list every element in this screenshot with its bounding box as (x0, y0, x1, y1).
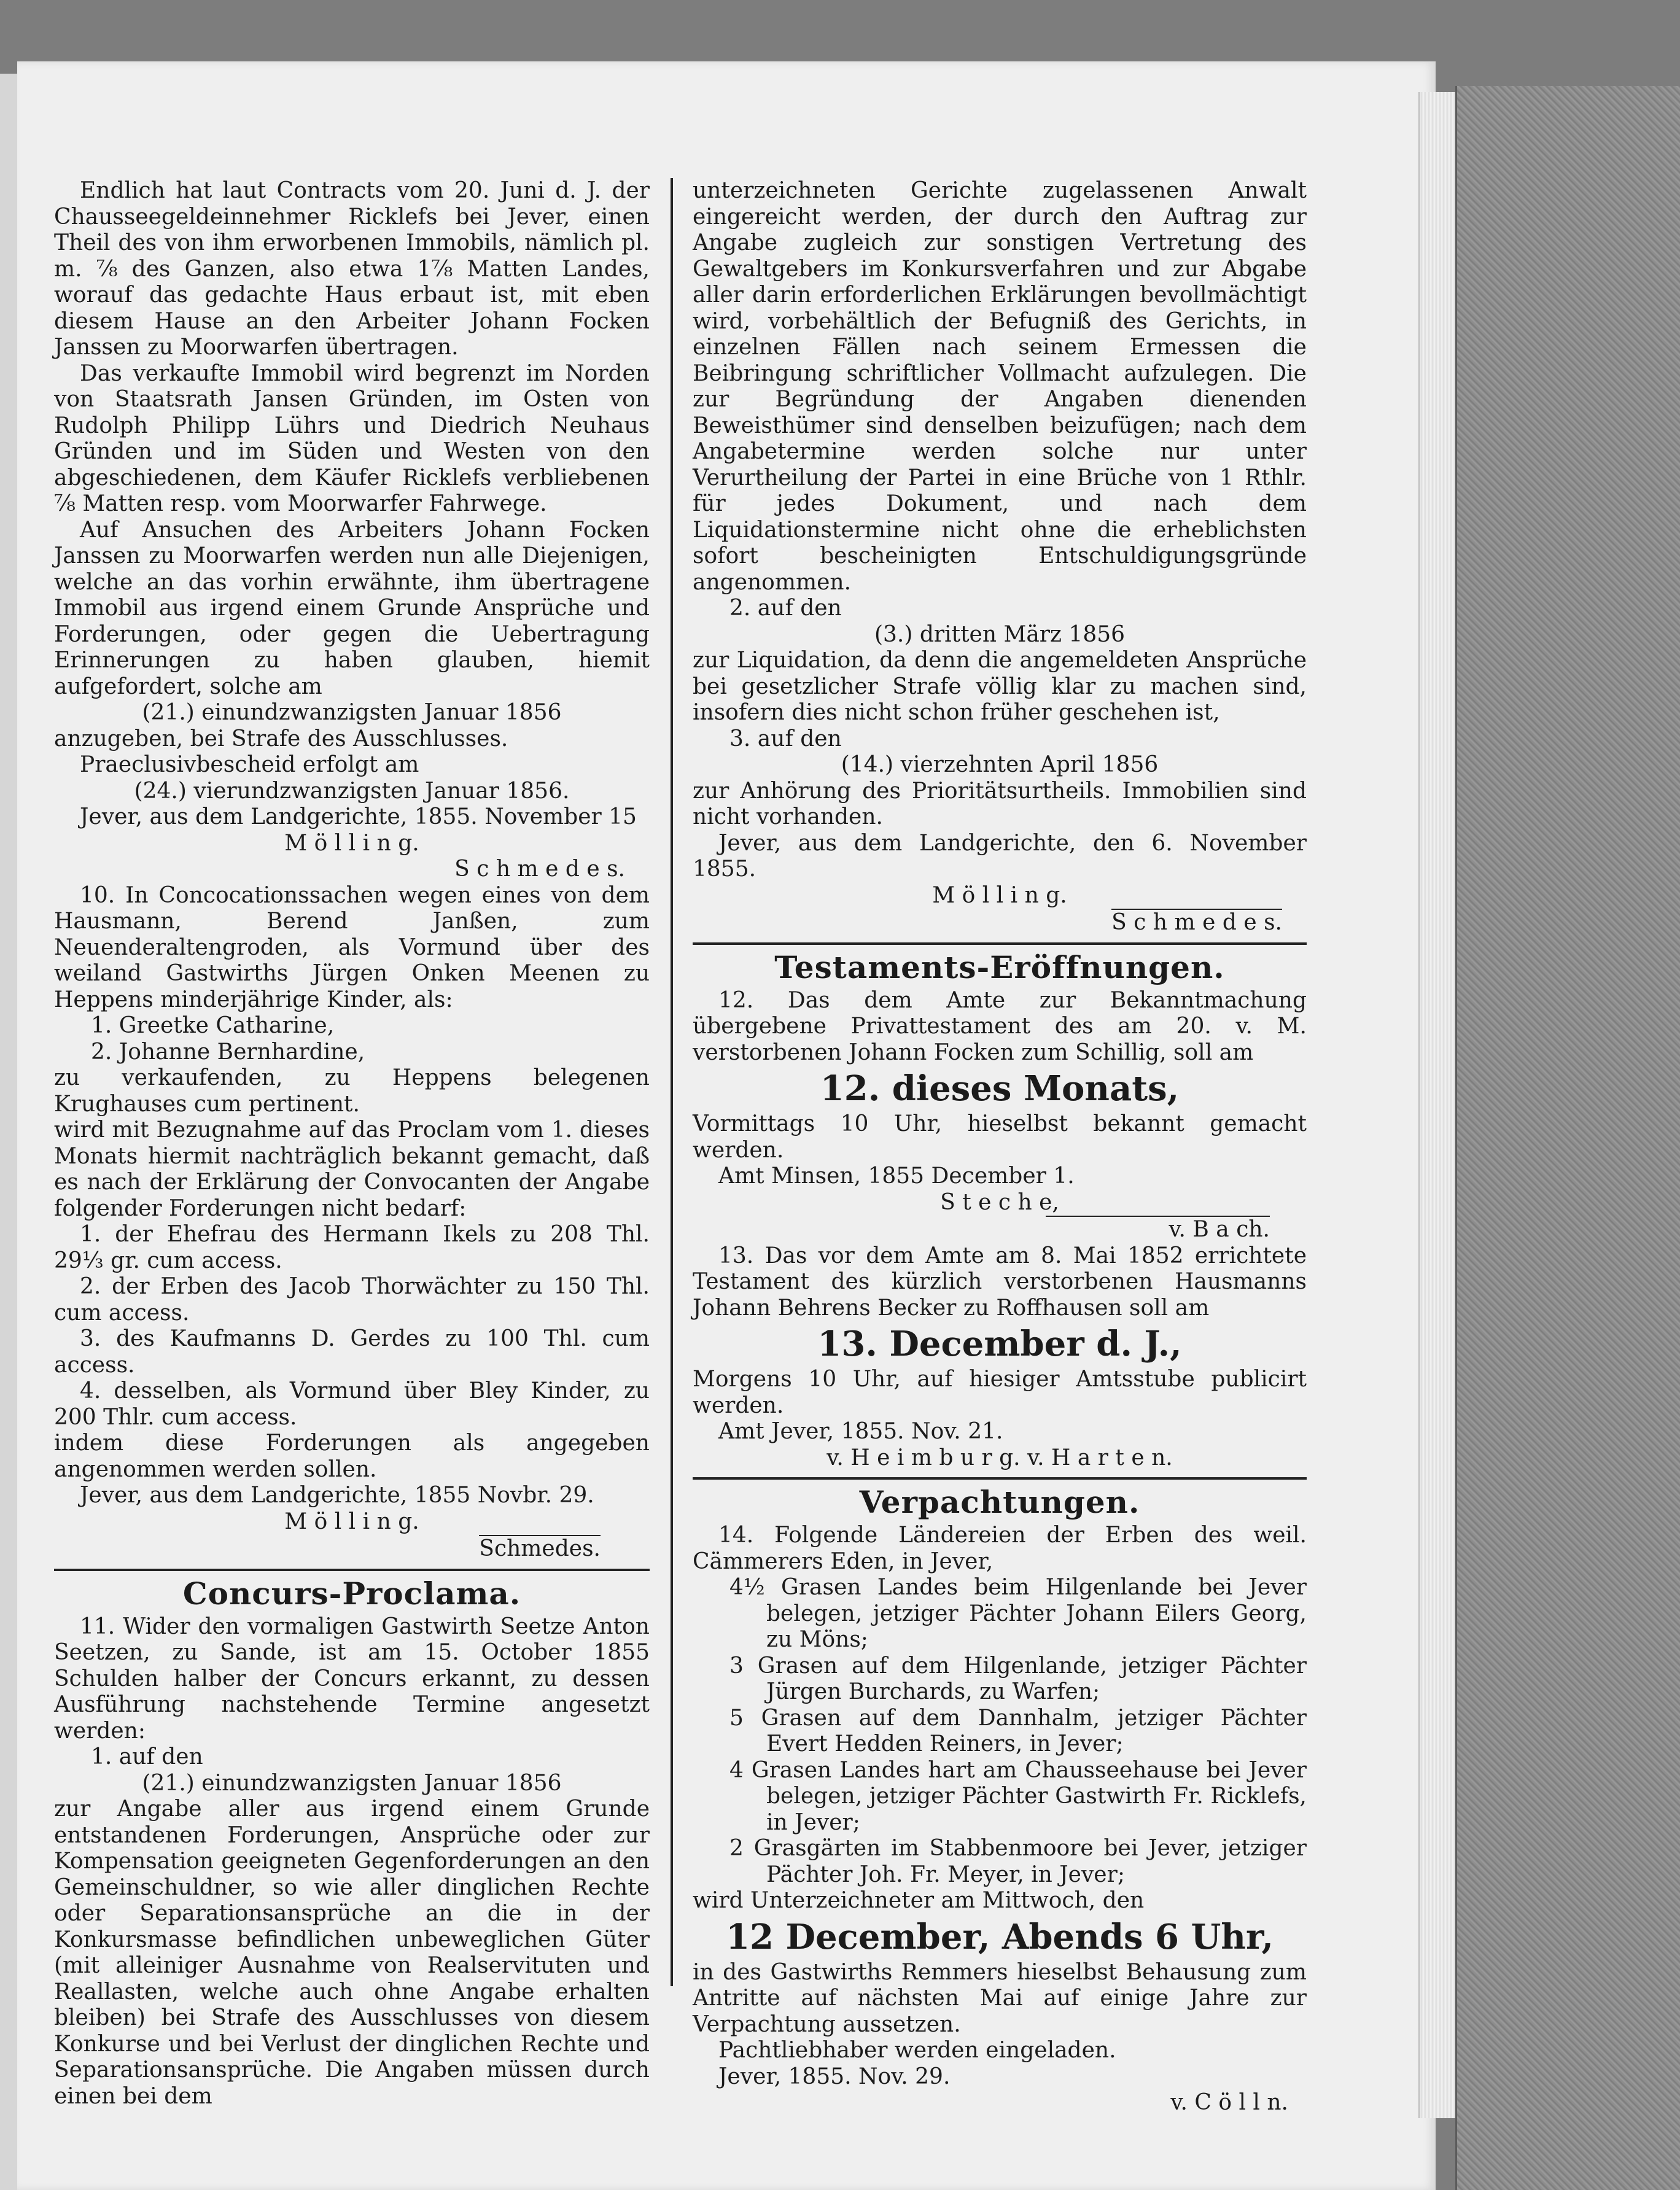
term-line: 2. auf den (729, 596, 842, 621)
date-line: (14.) vierzehnten April 1856 (841, 752, 1159, 777)
paragraph: Praeclusivbescheid erfolgt am (80, 752, 419, 777)
place-date-line: Jever, aus dem Landgerichte, den 6. November 1855. (693, 830, 1307, 882)
signature: M ö l l i n g. (284, 830, 419, 856)
paragraph: anzugeben, bei Strafe des Ausschlusses. (54, 726, 508, 751)
signature: Schmedes. (479, 1536, 601, 1561)
paragraph: Pachtliebhaber werden eingeladen. (718, 2038, 1116, 2063)
section-rule (693, 1477, 1307, 1480)
list-item: 4. desselben, als Vormund über Bley Kinder, zu 200 Thlr. cum access. (54, 1378, 650, 1430)
paragraph: 12. Das dem Amte zur Bekanntmachung übergebene Privattestament des am 20. v. M. verstorbenen Johann Focken zum Schillig, soll am (693, 987, 1307, 1065)
paragraph: Das verkaufte Immobil wird begrenzt im Norden von Staatsrath Jansen Gründen, im Osten von Rudolph Philipp Lührs und Diedrich Neuhaus Gründen und im Süden und Westen von den abgeschiedenen, dem Käufer Ricklefs verbliebenen ⅞ Matten resp. vom Moorwarfer Fahrwege. (54, 360, 650, 516)
list-item: 4 Grasen Landes hart am Chausseehause bei Jever belegen, jetziger Pächter Gastwirth Fr. Ricklefs, in Jever; (729, 1757, 1307, 1835)
paragraph: 10. In Concocationssachen wegen eines von dem Hausmann, Berend Janßen, zum Neuenderaltengroden, als Vormund über des weiland Gastwirths Jürgen Onken Meenen zu Heppens minderjährige Kinder, als: (54, 882, 650, 1012)
list-item: 1. Greetke Catharine, (91, 1013, 335, 1038)
list-item: 3 Grasen auf dem Hilgenlande, jetziger Pächter Jürgen Burchards, zu Warfen; (729, 1653, 1307, 1704)
column-divider (671, 178, 673, 1986)
list-item: 5 Grasen auf dem Dannhalm, jetziger Pächter Evert Hedden Reiners, in Jever; (729, 1705, 1307, 1757)
list-item: 2 Grasgärten im Stabbenmoore bei Jever, jetziger Pächter Joh. Fr. Meyer, in Jever; (729, 1836, 1307, 1887)
place-date-line: Jever, aus dem Landgerichte, 1855. November 15 (80, 804, 637, 829)
place-date-line: Jever, 1855. Nov. 29. (718, 2064, 951, 2089)
highlighted-date: 12. dieses Monats, (820, 1068, 1180, 1109)
list-item: 2. Johanne Bernhardine, (91, 1039, 365, 1065)
section-rule (693, 942, 1307, 945)
signature: S c h m e d e s. (1111, 910, 1282, 935)
page-edges (1418, 92, 1456, 2118)
list-item: 3. des Kaufmanns D. Gerdes zu 100 Thl. cum access. (54, 1326, 650, 1378)
signature: M ö l l i n g. (284, 1509, 419, 1534)
paragraph: wird Unterzeichneter am Mittwoch, den (693, 1888, 1145, 1913)
term-line: 3. auf den (729, 726, 842, 751)
list-item: 2. der Erben des Jacob Thorwächter zu 150 Thl. cum access. (54, 1274, 650, 1326)
paragraph: 14. Folgende Ländereien der Erben des weil. Cämmerers Eden, in Jever, (693, 1523, 1307, 1574)
term-line: 1. auf den (91, 1744, 203, 1769)
paragraph: Vormittags 10 Uhr, hieselbst bekannt gemacht werden. (693, 1111, 1307, 1163)
right-column (693, 178, 1307, 2116)
paragraph: 13. Das vor dem Amte am 8. Mai 1852 errichtete Testament des kürzlich verstorbenen Hausmanns Johann Behrens Becker zu Roffhausen soll am (693, 1243, 1307, 1321)
highlighted-date: 12 December, Abends 6 Uhr, (726, 1916, 1274, 1957)
paragraph: in des Gastwirths Remmers hieselbst Behausung zum Antritte auf nächsten Mai auf einige Jahre zur Verpachtung aussetzen. (693, 1959, 1307, 2037)
signature: S c h m e d e s. (454, 856, 625, 882)
paragraph: zur Anhörung des Prioritätsurtheils. Immobilien sind nicht vorhanden. (693, 778, 1307, 829)
paragraph: Morgens 10 Uhr, auf hiesiger Amtsstube publicirt werden. (693, 1367, 1307, 1418)
paragraph: zur Angabe aller aus irgend einem Grunde entstandenen Forderungen, Ansprüche oder zur Kompensation geeigneten Gegenforderungen an den Gemeinschuldner, so wie aller dinglichen Rechte oder Separationsansprüche an die in der Konkursmasse befindlichen unbeweglichen Güter (mit alleiniger Ausnahme von Realservituten und Reallasten, welche auch ohne Angabe erhalten bleiben) bei Strafe des Ausschlusses von diesem Konkurse und bei Verlust der dinglichen Rechte und Separationsansprüche. Die Angaben müssen durch einen bei dem (54, 1796, 650, 2109)
signature: v. B a ch. (1046, 1216, 1270, 1243)
date-line: (24.) vierundzwanzigsten Januar 1856. (134, 778, 570, 804)
section-heading: Testaments-Eröffnungen. (774, 949, 1225, 985)
list-item: 1. der Ehefrau des Hermann Ikels zu 208 Thl. 29⅓ gr. cum access. (54, 1222, 650, 1273)
paragraph: unterzeichneten Gerichte zugelassenen Anwalt eingereicht werden, der durch den Auftrag zur Angabe zugleich zur sonstigen Vertretung des Gewaltgebers im Konkursverfahren und zur Abgabe aller darin erforderlichen Erklärungen bevollmächtigt wird, vorbehältlich der Befugniß des Gerichts, in einzelnen Fällen nach seinem Ermessen die Beibringung schriftlicher Vollmacht aufzulegen. Die zur Begründung der Angaben dienenden Beweisthümer sind denselben beizufügen; nach dem Angabetermine werden solche nur unter Verurtheilung der Partei in eine Brüche von 1 Rthlr. für jedes Dokument, und nach dem Liquidationstermine nicht ohne die erheblichsten sofort bescheinigten Entschuldigungsgründe angenommen. (693, 178, 1307, 595)
paragraph: Endlich hat laut Contracts vom 20. Juni d. J. der Chausseegeldeinnehmer Ricklefs bei Jever, einen Theil des von ihm erworbenen Immobils, nämlich pl. m. ⅞ des Ganzen, also etwa 1⅞ Matten Landes, worauf das gedachte Haus erbaut ist, mit eben diesem Hause an den Arbeiter Johann Focken Janssen zu Moorwarfen übertragen. (54, 178, 650, 360)
signature: S t e c h e, (940, 1189, 1059, 1215)
section-heading: Concurs-Proclama. (182, 1575, 521, 1612)
date-line: (21.) einundzwanzigsten Januar 1856 (142, 1770, 562, 1796)
place-date-line: Jever, aus dem Landgerichte, 1855 Novbr. 29. (80, 1483, 594, 1508)
place-date-line: Amt Minsen, 1855 December 1. (718, 1163, 1075, 1189)
book-cover (1455, 86, 1680, 2190)
paragraph: wird mit Bezugnahme auf das Proclam vom 1. dieses Monats hiermit nachträglich bekannt gemacht, daß es nach der Erklärung der Convocanten der Angabe folgender Forderungen nicht bedarf: (54, 1117, 650, 1221)
paragraph: 11. Wider den vormaligen Gastwirth Seetze Anton Seetzen, zu Sande, ist am 15. October 1855 Schulden halber der Concurs erkannt, zu dessen Ausführung nachstehende Termine angesetzt werden: (54, 1613, 650, 1744)
date-line: (21.) einundzwanzigsten Januar 1856 (142, 700, 562, 725)
paragraph: Auf Ansuchen des Arbeiters Johann Focken Janssen zu Moorwarfen werden nun alle Diejenigen, welche an das vorhin erwähnte, ihm übertragene Immobil aus irgend einem Grunde Ansprüche und Forderungen, oder gegen die Uebertragung Erinnerungen zu haben glauben, hiemit aufgefordert, solche am (54, 517, 650, 699)
section-rule (54, 1569, 650, 1571)
highlighted-date: 13. December d. J., (817, 1324, 1182, 1364)
list-item: 4½ Grasen Landes beim Hilgenlande bei Jever belegen, jetziger Pächter Johann Eilers Georg, zu Möns; (729, 1575, 1307, 1652)
paragraph: zu verkaufenden, zu Heppens belegenen Krughauses cum pertinent. (54, 1065, 650, 1117)
paragraph: indem diese Forderungen als angegeben angenommen werden sollen. (54, 1431, 650, 1482)
section-heading: Verpachtungen. (859, 1484, 1140, 1520)
left-column (54, 178, 650, 2110)
signature: M ö l l i n g. (932, 882, 1067, 908)
signature: v. H e i m b u r g. v. H a r t e n. (826, 1445, 1173, 1470)
paragraph: zur Liquidation, da denn die angemeldeten Ansprüche bei gesetzlicher Strafe völlig klar zu machen sind, insofern dies nicht schon früher geschehen ist, (693, 648, 1307, 725)
place-date-line: Amt Jever, 1855. Nov. 21. (718, 1419, 1003, 1444)
signature: v. C ö l l n. (1170, 2090, 1288, 2115)
date-line: (3.) dritten März 1856 (874, 621, 1126, 647)
